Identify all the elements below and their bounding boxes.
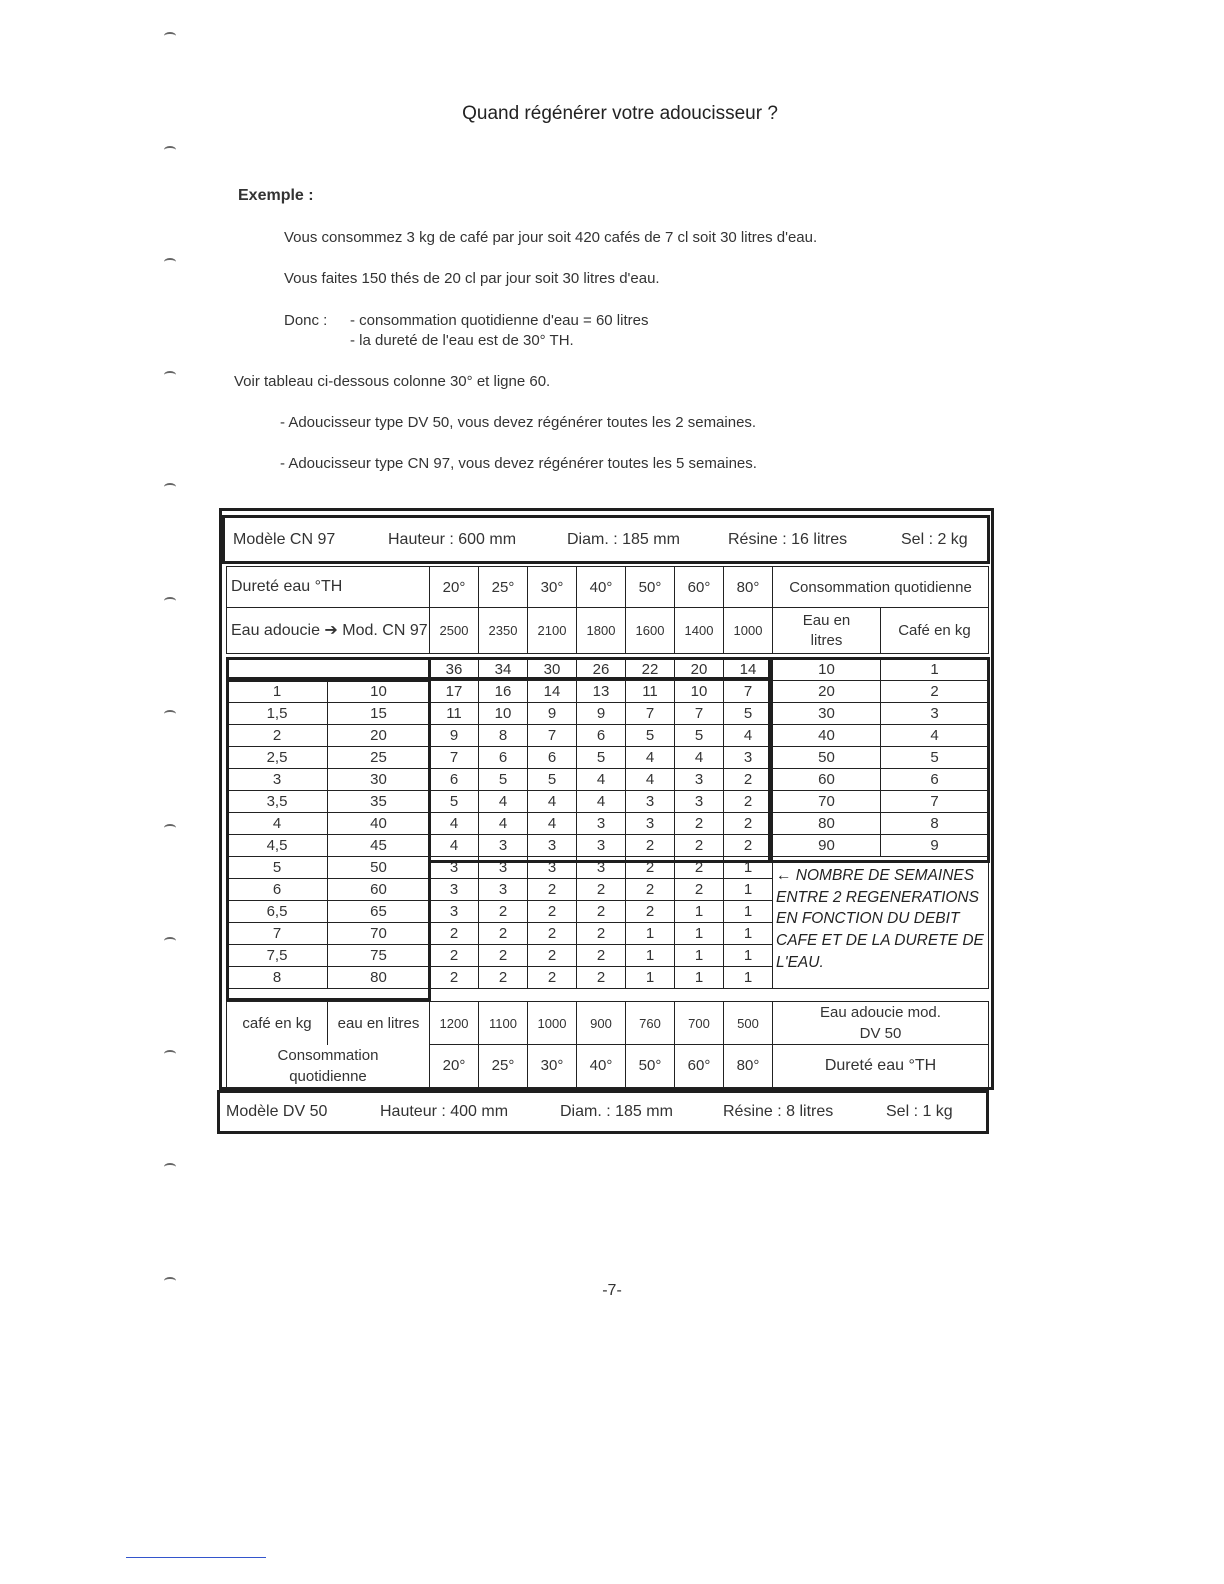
- cn97-weeks-cell: 13: [577, 681, 626, 703]
- cn97-hardness-row: [227, 567, 773, 608]
- cn97-cafe-label: Café en kg: [881, 608, 989, 654]
- dv50-height: Hauteur : 400 mm: [380, 1103, 509, 1120]
- cn97-weeks-cell: 6: [528, 747, 577, 769]
- dv50-weeks-cell: 2: [577, 945, 626, 967]
- dv50-cafe-cell: 2: [227, 725, 328, 747]
- cn97-softened-cell: 2500: [430, 608, 479, 654]
- dv50-eau-cell: 70: [328, 923, 430, 945]
- cn97-weeks-cell: 34: [479, 658, 528, 681]
- dv50-weeks-cell: 2: [430, 967, 479, 989]
- dv50-weeks-cell: 2: [577, 901, 626, 923]
- dv50-diam: Diam. : 185 mm: [560, 1103, 673, 1120]
- dv50-weeks-cell: 3: [528, 857, 577, 879]
- cn97-weeks-cell: 3: [626, 791, 675, 813]
- cn97-weeks-cell: 5: [626, 725, 675, 747]
- cn97-weeks-cell: 3: [528, 835, 577, 857]
- dv50-weeks-cell: 2: [577, 923, 626, 945]
- cn97-resin: Résine : 16 litres: [728, 530, 848, 548]
- regeneration-note: ← NOMBRE DE SEMAINES ENTRE 2 REGENERATIONS EN FONCTION DU DEBIT CAFE ET DE LA DURETE DE L'EAU.: [776, 867, 984, 971]
- dv50-cafe-cell: 2,5: [227, 747, 328, 769]
- cn97-cafe-cell: 1: [881, 658, 989, 681]
- dv50-weeks-cell: 2: [528, 923, 577, 945]
- cn97-weeks-cell: 36: [430, 658, 479, 681]
- cn97-height: Hauteur : 600 mm: [388, 530, 517, 548]
- dv50-cafe-cell: 8: [227, 967, 328, 989]
- cn97-model: Modèle CN 97: [233, 530, 336, 548]
- cn97-hardness-cell: 25°: [479, 567, 528, 608]
- dv50-weeks-cell: 1: [724, 901, 773, 923]
- cn97-weeks-cell: 7: [430, 747, 479, 769]
- cn97-weeks-cell: 2: [675, 813, 724, 835]
- binder-mark: [164, 483, 176, 491]
- cn97-weeks-cell: 2: [724, 813, 773, 835]
- cn97-weeks-cell: 17: [430, 681, 479, 703]
- dv50-weeks-cell: 2: [479, 967, 528, 989]
- dv50-hardness-cell: 25°: [479, 1045, 528, 1088]
- dv50-weeks-cell: 3: [430, 857, 479, 879]
- binder-mark: [164, 1163, 176, 1171]
- grid-row: [227, 835, 989, 857]
- page-title: Quand régénérer votre adoucisseur ?: [462, 103, 778, 124]
- cn97-weeks-cell: 4: [675, 747, 724, 769]
- cn97-weeks-cell: 9: [430, 725, 479, 747]
- cn97-weeks-cell: 2: [724, 791, 773, 813]
- cn97-weeks-cell: 20: [675, 658, 724, 681]
- cn97-weeks-cell: 4: [479, 791, 528, 813]
- cn97-weeks-cell: 4: [626, 747, 675, 769]
- cn97-weeks-cell: 4: [479, 813, 528, 835]
- binder-mark: [164, 597, 176, 605]
- dv50-weeks-cell: 1: [675, 901, 724, 923]
- dv50-cafe-cell: 1,5: [227, 703, 328, 725]
- dv50-cafe-cell: 4: [227, 813, 328, 835]
- dv50-softened-cell: 1100: [479, 1002, 528, 1045]
- dv50-weeks-cell: 2: [626, 901, 675, 923]
- cn97-weeks-cell: 14: [724, 658, 773, 681]
- cn97-softened-cell: 2350: [479, 608, 528, 654]
- dv50-weeks-cell: 2: [626, 857, 675, 879]
- cn97-weeks-cell: 3: [479, 835, 528, 857]
- cn97-conso-label: Consommation quotidienne: [773, 567, 989, 608]
- dv50-eau-cell: 75: [328, 945, 430, 967]
- dv50-weeks-cell: 1: [724, 879, 773, 901]
- dv50-cafe-label: café en kg: [227, 1002, 328, 1045]
- cn97-weeks-cell: 2: [675, 835, 724, 857]
- cn97-hardness-label: Dureté eau °TH: [227, 567, 430, 608]
- cn97-cafe-cell: 9: [881, 835, 989, 857]
- cn97-softened-cell: 1000: [724, 608, 773, 654]
- dv50-weeks-cell: 2: [479, 901, 528, 923]
- cn97-softened-cell: 1800: [577, 608, 626, 654]
- cn97-eau-cell: 40: [773, 725, 881, 747]
- dv50-weeks-cell: 1: [626, 967, 675, 989]
- dv50-weeks-cell: 1: [626, 923, 675, 945]
- dv50-cafe-cell: 4,5: [227, 835, 328, 857]
- binder-mark: [164, 824, 176, 832]
- dv50-weeks-cell: 3: [430, 901, 479, 923]
- cn97-hardness-cell: 80°: [724, 567, 773, 608]
- cn97-weeks-cell: 7: [528, 725, 577, 747]
- example-line-3: - consommation quotidienne d'eau = 60 litres: [350, 312, 649, 329]
- cn97-weeks-cell: 4: [626, 769, 675, 791]
- dv50-model: Modèle DV 50: [226, 1103, 328, 1120]
- dv50-eau-cell: 20: [328, 725, 430, 747]
- cn97-weeks-cell: 7: [724, 681, 773, 703]
- dv50-eau-cell: 10: [328, 681, 430, 703]
- binder-mark: [164, 258, 176, 266]
- example-line-2: Vous faites 150 thés de 20 cl par jour soit 30 litres d'eau.: [284, 270, 660, 287]
- grid-row: [227, 703, 989, 725]
- cn97-weeks-cell: 11: [626, 681, 675, 703]
- cn97-eau-cell: 90: [773, 835, 881, 857]
- cn97-weeks-cell: 26: [577, 658, 626, 681]
- dv50-eau-cell: 60: [328, 879, 430, 901]
- cn97-hardness-cell: 20°: [430, 567, 479, 608]
- example-line-5: Voir tableau ci-dessous colonne 30° et ligne 60.: [234, 373, 551, 390]
- cn97-weeks-cell: 9: [577, 703, 626, 725]
- grid-row: [227, 769, 989, 791]
- dv50-cafe-cell: 6,5: [227, 901, 328, 923]
- cn97-weeks-cell: 3: [724, 747, 773, 769]
- dv50-footer-band: [217, 1090, 989, 1134]
- dv50-weeks-cell: 3: [479, 879, 528, 901]
- dv50-weeks-cell: 2: [577, 879, 626, 901]
- grid-blank-cell: [227, 658, 430, 681]
- dv50-hardness-cell: 80°: [724, 1045, 773, 1088]
- binder-mark: [164, 371, 176, 379]
- dv50-weeks-cell: 1: [675, 923, 724, 945]
- cn97-weeks-cell: 4: [430, 813, 479, 835]
- cn97-hardness-cell: 50°: [626, 567, 675, 608]
- grid-row: [227, 813, 989, 835]
- dv50-weeks-cell: 2: [528, 945, 577, 967]
- grid-row: [227, 791, 989, 813]
- dv50-weeks-cell: 2: [528, 879, 577, 901]
- dv50-eau-cell: 80: [328, 967, 430, 989]
- dv50-salt: Sel : 1 kg: [886, 1103, 953, 1120]
- cn97-softened-cell: 2100: [528, 608, 577, 654]
- bottom-rule: [126, 1557, 266, 1558]
- dv50-weeks-cell: 3: [577, 857, 626, 879]
- dv50-hardness-cell: 20°: [430, 1045, 479, 1088]
- cn97-softened-cell: 1400: [675, 608, 724, 654]
- dv50-eau-cell: 25: [328, 747, 430, 769]
- dv50-weeks-cell: 2: [675, 857, 724, 879]
- cn97-softened-cell: 1600: [626, 608, 675, 654]
- grid-row: [227, 658, 989, 681]
- cn97-eau-cell: 20: [773, 681, 881, 703]
- cn97-hardness-cell: 60°: [675, 567, 724, 608]
- dv50-eau-label: eau en litres: [328, 1002, 430, 1045]
- dv50-eau-cell: 15: [328, 703, 430, 725]
- dv50-weeks-cell: 3: [430, 879, 479, 901]
- dv50-weeks-cell: 1: [724, 945, 773, 967]
- binder-mark: [164, 32, 176, 40]
- cn97-weeks-cell: 3: [577, 813, 626, 835]
- dv50-hardness-cell: 40°: [577, 1045, 626, 1088]
- dv50-eau-cell: 30: [328, 769, 430, 791]
- cn97-weeks-cell: 4: [577, 769, 626, 791]
- dv50-cafe-cell: 3: [227, 769, 328, 791]
- cn97-cafe-cell: 6: [881, 769, 989, 791]
- cn97-weeks-cell: 14: [528, 681, 577, 703]
- dv50-weeks-cell: 3: [479, 857, 528, 879]
- cn97-weeks-cell: 3: [675, 769, 724, 791]
- dv50-eau-cell: 65: [328, 901, 430, 923]
- cn97-weeks-cell: 5: [528, 769, 577, 791]
- dv50-hardness-cell: 60°: [675, 1045, 724, 1088]
- cn97-cafe-cell: 7: [881, 791, 989, 813]
- cn97-salt: Sel : 2 kg: [901, 530, 968, 548]
- cn97-weeks-cell: 10: [675, 681, 724, 703]
- dv50-eau-cell: 35: [328, 791, 430, 813]
- binder-mark: [164, 1277, 176, 1285]
- grid-row: [227, 725, 989, 747]
- binder-mark: [164, 710, 176, 718]
- dv50-cafe-cell: 1: [227, 681, 328, 703]
- dv50-softened-cell: 500: [724, 1002, 773, 1045]
- cn97-weeks-cell: 3: [675, 791, 724, 813]
- dv50-cafe-cell: 3,5: [227, 791, 328, 813]
- cn97-weeks-cell: 9: [528, 703, 577, 725]
- cn97-weeks-cell: 11: [430, 703, 479, 725]
- cn97-cafe-cell: 5: [881, 747, 989, 769]
- cn97-hardness-cell: 40°: [577, 567, 626, 608]
- example-label: Exemple :: [238, 187, 314, 204]
- dv50-softened-cell: 1200: [430, 1002, 479, 1045]
- cn97-cafe-cell: 8: [881, 813, 989, 835]
- cn97-softened-row: [227, 608, 773, 654]
- cn97-cafe-cell: 3: [881, 703, 989, 725]
- dv50-softened-cell: 700: [675, 1002, 724, 1045]
- dv50-eau-cell: 50: [328, 857, 430, 879]
- grid-row: [227, 681, 989, 703]
- cn97-weeks-cell: 8: [479, 725, 528, 747]
- dv50-weeks-cell: 2: [675, 879, 724, 901]
- dv50-weeks-cell: 2: [430, 923, 479, 945]
- cn97-weeks-cell: 2: [724, 835, 773, 857]
- cn97-weeks-cell: 4: [430, 835, 479, 857]
- cn97-eau-cell: 80: [773, 813, 881, 835]
- page-number: -7-: [602, 1282, 622, 1299]
- dv50-weeks-cell: 2: [528, 967, 577, 989]
- cn97-cafe-cell: 2: [881, 681, 989, 703]
- dv50-cafe-cell: 7: [227, 923, 328, 945]
- example-line-4: - la dureté de l'eau est de 30° TH.: [350, 332, 574, 349]
- cn97-weeks-cell: 7: [626, 703, 675, 725]
- binder-mark: [164, 1050, 176, 1058]
- example-line-6: - Adoucisseur type DV 50, vous devez régénérer toutes les 2 semaines.: [280, 414, 757, 431]
- cn97-weeks-cell: 16: [479, 681, 528, 703]
- cn97-weeks-cell: 2: [626, 835, 675, 857]
- dv50-softened-cell: 1000: [528, 1002, 577, 1045]
- example-line-1: Vous consommez 3 kg de café par jour soit 420 cafés de 7 cl soit 30 litres d'eau.: [284, 229, 818, 246]
- dv50-softened-cell: 760: [626, 1002, 675, 1045]
- dv50-weeks-cell: 2: [577, 967, 626, 989]
- dv50-weeks-cell: 2: [430, 945, 479, 967]
- dv50-weeks-cell: 2: [479, 945, 528, 967]
- binder-mark: [164, 937, 176, 945]
- dv50-conso-label: Consommation quotidienne: [227, 1045, 430, 1088]
- dv50-eau-cell: 40: [328, 813, 430, 835]
- cn97-weeks-cell: 22: [626, 658, 675, 681]
- cn97-weeks-cell: 3: [577, 835, 626, 857]
- dv50-weeks-cell: 2: [479, 923, 528, 945]
- dv50-weeks-cell: 1: [675, 967, 724, 989]
- cn97-weeks-cell: 5: [675, 725, 724, 747]
- cn97-weeks-cell: 2: [724, 769, 773, 791]
- dv50-softened-cell: 900: [577, 1002, 626, 1045]
- example-line-7: - Adoucisseur type CN 97, vous devez régénérer toutes les 5 semaines.: [280, 455, 757, 472]
- cn97-softened-label: Eau adoucie ➔ Mod. CN 97: [227, 608, 430, 654]
- cn97-diam: Diam. : 185 mm: [567, 530, 680, 548]
- cn97-weeks-cell: 4: [724, 725, 773, 747]
- dv50-weeks-cell: 1: [724, 857, 773, 879]
- grid-row: [227, 747, 989, 769]
- cn97-eau-cell: 50: [773, 747, 881, 769]
- dv50-weeks-cell: 1: [626, 945, 675, 967]
- cn97-weeks-cell: 4: [528, 813, 577, 835]
- dv50-cafe-cell: 7,5: [227, 945, 328, 967]
- cn97-weeks-cell: 5: [724, 703, 773, 725]
- cn97-eau-cell: 30: [773, 703, 881, 725]
- cn97-weeks-cell: 6: [430, 769, 479, 791]
- dv50-weeks-cell: 2: [528, 901, 577, 923]
- cn97-weeks-cell: 5: [479, 769, 528, 791]
- cn97-header-band: [222, 515, 990, 564]
- dv50-weeks-cell: 1: [724, 923, 773, 945]
- cn97-weeks-cell: 10: [479, 703, 528, 725]
- cn97-eau-label: Eau en litres: [773, 608, 881, 654]
- dv50-weeks-cell: 1: [675, 945, 724, 967]
- cn97-hardness-cell: 30°: [528, 567, 577, 608]
- cn97-eau-cell: 10: [773, 658, 881, 681]
- dv50-eau-cell: 45: [328, 835, 430, 857]
- cn97-weeks-cell: 5: [430, 791, 479, 813]
- dv50-cafe-cell: 5: [227, 857, 328, 879]
- dv50-resin: Résine : 8 litres: [723, 1103, 834, 1120]
- cn97-weeks-cell: 6: [479, 747, 528, 769]
- dv50-weeks-cell: 1: [724, 967, 773, 989]
- dv50-softened-label: Eau adoucie mod. DV 50: [773, 1002, 989, 1045]
- cn97-eau-cell: 70: [773, 791, 881, 813]
- cn97-weeks-cell: 5: [577, 747, 626, 769]
- cn97-cafe-cell: 4: [881, 725, 989, 747]
- cn97-eau-cell: 60: [773, 769, 881, 791]
- donc-label: Donc :: [284, 312, 328, 329]
- cn97-weeks-cell: 4: [577, 791, 626, 813]
- binder-mark: [164, 146, 176, 154]
- dv50-hardness-label: Dureté eau °TH: [773, 1045, 989, 1088]
- dv50-cafe-cell: 6: [227, 879, 328, 901]
- cn97-weeks-cell: 7: [675, 703, 724, 725]
- dv50-weeks-cell: 2: [626, 879, 675, 901]
- cn97-weeks-cell: 3: [626, 813, 675, 835]
- dv50-hardness-cell: 30°: [528, 1045, 577, 1088]
- cn97-conso-header: [772, 566, 989, 654]
- dv50-hardness-cell: 50°: [626, 1045, 675, 1088]
- dv50-spec-table: [226, 1001, 989, 1088]
- cn97-weeks-cell: 30: [528, 658, 577, 681]
- cn97-weeks-cell: 6: [577, 725, 626, 747]
- cn97-weeks-cell: 4: [528, 791, 577, 813]
- cn97-spec-table: [226, 566, 773, 654]
